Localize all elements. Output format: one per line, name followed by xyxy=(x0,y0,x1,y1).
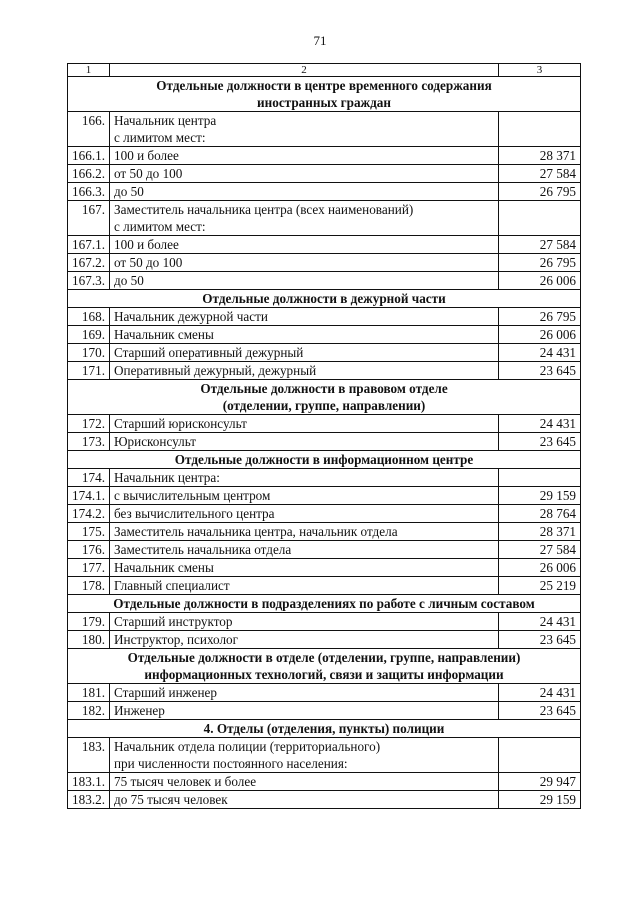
section-header-row xyxy=(68,380,581,415)
position-name xyxy=(110,631,499,649)
row-number: 172. xyxy=(68,415,110,433)
salary-value: 26 795 xyxy=(499,183,581,201)
table-row xyxy=(68,505,581,523)
salary-value: 29 159 xyxy=(499,487,581,505)
salary-value: 29 159 xyxy=(499,791,581,809)
salary-value: 23 645 xyxy=(499,433,581,451)
section-title xyxy=(68,77,581,112)
position-name xyxy=(110,613,499,631)
page-number: 71 xyxy=(313,33,327,48)
table-row xyxy=(68,415,581,433)
salary-value: 25 219 xyxy=(499,577,581,595)
table-row xyxy=(68,613,581,631)
row-number: 181. xyxy=(68,684,110,702)
table-row xyxy=(68,326,581,344)
row-number: 173. xyxy=(68,433,110,451)
position-name xyxy=(110,165,499,183)
section-title-line: иностранных граждан xyxy=(257,95,391,110)
table-row xyxy=(68,344,581,362)
section-title-line: Отдельные должности в отделе (отделении, группе, направлении) xyxy=(127,650,521,665)
row-number: 183.1. xyxy=(68,773,110,791)
position-name-line: до 50 xyxy=(114,184,144,199)
salary-value: 23 645 xyxy=(499,702,581,720)
column-header-number: 1 xyxy=(68,64,110,77)
position-name xyxy=(110,201,499,236)
section-title-line: Отдельные должности в центре временного содержания xyxy=(156,78,492,93)
position-name-line: Старший инженер xyxy=(114,685,217,700)
salary-value xyxy=(499,112,581,147)
row-number: 174.1. xyxy=(68,487,110,505)
position-name-line: с лимитом мест: xyxy=(114,219,206,234)
row-number: 167. xyxy=(68,201,110,236)
salary-value: 24 431 xyxy=(499,415,581,433)
section-title-line: Отдельные должности в подразделениях по работе с личным составом xyxy=(113,596,535,611)
table-row xyxy=(68,147,581,165)
row-number: 167.1. xyxy=(68,236,110,254)
table-row xyxy=(68,773,581,791)
table-row xyxy=(68,702,581,720)
salary-value: 26 795 xyxy=(499,254,581,272)
position-name-line: Начальник смены xyxy=(114,327,214,342)
section-header-row xyxy=(68,290,581,308)
salary-value: 27 584 xyxy=(499,236,581,254)
salary-value: 24 431 xyxy=(499,344,581,362)
table-row xyxy=(68,201,581,236)
salary-value: 27 584 xyxy=(499,541,581,559)
table-row xyxy=(68,738,581,773)
position-name-line: от 50 до 100 xyxy=(114,166,183,181)
salary-value: 28 371 xyxy=(499,523,581,541)
position-name xyxy=(110,236,499,254)
position-name xyxy=(110,738,499,773)
section-header-row xyxy=(68,649,581,684)
table-row xyxy=(68,559,581,577)
column-header-position: 2 xyxy=(110,64,499,77)
table-row xyxy=(68,362,581,380)
position-name xyxy=(110,541,499,559)
row-number: 169. xyxy=(68,326,110,344)
position-name-line: Начальник центра: xyxy=(114,470,220,485)
position-name-line: Юрисконсульт xyxy=(114,434,196,449)
position-name-line: Начальник смены xyxy=(114,560,214,575)
row-number: 167.2. xyxy=(68,254,110,272)
row-number: 170. xyxy=(68,344,110,362)
table-row xyxy=(68,631,581,649)
section-title-line: Отдельные должности в информационном центре xyxy=(174,452,474,467)
salary-value xyxy=(499,738,581,773)
row-number: 183.2. xyxy=(68,791,110,809)
section-title-line: 4. Отделы (отделения, пункты) полиции xyxy=(203,721,445,736)
salary-value: 26 006 xyxy=(499,559,581,577)
section-header-row xyxy=(68,720,581,738)
salary-table xyxy=(67,63,581,809)
position-name-line: Старший юрисконсульт xyxy=(114,416,247,431)
table-row xyxy=(68,112,581,147)
section-title-line: информационных технологий, связи и защиты информации xyxy=(144,667,504,682)
position-name xyxy=(110,112,499,147)
section-title xyxy=(68,649,581,684)
position-name xyxy=(110,791,499,809)
section-title-line: (отделении, группе, направлении) xyxy=(222,398,426,413)
salary-value: 28 371 xyxy=(499,147,581,165)
row-number: 168. xyxy=(68,308,110,326)
section-title-line: Отдельные должности в дежурной части xyxy=(202,291,446,306)
table-row xyxy=(68,433,581,451)
position-name-line: Начальник отдела полиции (территориального) xyxy=(114,739,381,754)
position-name xyxy=(110,272,499,290)
salary-value: 26 006 xyxy=(499,326,581,344)
position-name-line: при численности постоянного населения: xyxy=(114,756,348,771)
row-number: 174.2. xyxy=(68,505,110,523)
position-name xyxy=(110,183,499,201)
position-name-line: Начальник центра xyxy=(114,113,217,128)
salary-value: 27 584 xyxy=(499,165,581,183)
salary-value: 26 795 xyxy=(499,308,581,326)
table-row xyxy=(68,272,581,290)
position-name-line: до 50 xyxy=(114,273,144,288)
section-title xyxy=(68,380,581,415)
salary-value: 28 764 xyxy=(499,505,581,523)
position-name xyxy=(110,326,499,344)
table-row xyxy=(68,577,581,595)
row-number: 166.1. xyxy=(68,147,110,165)
salary-value: 24 431 xyxy=(499,613,581,631)
salary-value: 24 431 xyxy=(499,684,581,702)
position-name-line: без вычислительного центра xyxy=(114,506,275,521)
position-name xyxy=(110,487,499,505)
position-name-line: от 50 до 100 xyxy=(114,255,183,270)
position-name-line: Инструктор, психолог xyxy=(114,632,239,647)
position-name xyxy=(110,469,499,487)
position-name-line: Заместитель начальника центра, начальник отдела xyxy=(114,524,398,539)
section-title xyxy=(68,451,581,469)
position-name xyxy=(110,308,499,326)
section-title xyxy=(68,720,581,738)
row-number: 166.3. xyxy=(68,183,110,201)
table-row xyxy=(68,236,581,254)
row-number: 182. xyxy=(68,702,110,720)
section-header-row xyxy=(68,451,581,469)
position-name-line: Заместитель начальника центра (всех наименований) xyxy=(114,202,414,217)
table-row xyxy=(68,541,581,559)
position-name xyxy=(110,362,499,380)
row-number: 179. xyxy=(68,613,110,631)
row-number: 178. xyxy=(68,577,110,595)
row-number: 171. xyxy=(68,362,110,380)
section-title xyxy=(68,595,581,613)
position-name xyxy=(110,702,499,720)
table-row xyxy=(68,684,581,702)
row-number: 180. xyxy=(68,631,110,649)
position-name-line: Инженер xyxy=(114,703,165,718)
table-row xyxy=(68,254,581,272)
section-title xyxy=(68,290,581,308)
column-header-salary: 3 xyxy=(499,64,581,77)
salary-value: 26 006 xyxy=(499,272,581,290)
section-title-line: Отдельные должности в правовом отделе xyxy=(200,381,448,396)
position-name xyxy=(110,773,499,791)
salary-value: 29 947 xyxy=(499,773,581,791)
row-number: 183. xyxy=(68,738,110,773)
salary-value xyxy=(499,469,581,487)
position-name xyxy=(110,415,499,433)
row-number: 167.3. xyxy=(68,272,110,290)
section-header-row xyxy=(68,77,581,112)
position-name xyxy=(110,505,499,523)
table-row xyxy=(68,523,581,541)
position-name xyxy=(110,344,499,362)
row-number: 176. xyxy=(68,541,110,559)
position-name-line: Старший оперативный дежурный xyxy=(114,345,304,360)
position-name-line: с вычислительным центром xyxy=(114,488,271,503)
row-number: 166.2. xyxy=(68,165,110,183)
table-row xyxy=(68,469,581,487)
section-header-row xyxy=(68,595,581,613)
row-number: 177. xyxy=(68,559,110,577)
position-name-line: 100 и более xyxy=(114,148,179,163)
position-name-line: Начальник дежурной части xyxy=(114,309,268,324)
position-name xyxy=(110,254,499,272)
table-row xyxy=(68,487,581,505)
table-header-row xyxy=(68,64,581,77)
position-name xyxy=(110,577,499,595)
position-name-line: с лимитом мест: xyxy=(114,130,206,145)
position-name xyxy=(110,523,499,541)
salary-value xyxy=(499,201,581,236)
position-name-line: 75 тысяч человек и более xyxy=(114,774,257,789)
row-number: 174. xyxy=(68,469,110,487)
table-row xyxy=(68,183,581,201)
position-name-line: Главный специалист xyxy=(114,578,230,593)
row-number: 166. xyxy=(68,112,110,147)
position-name-line: Заместитель начальника отдела xyxy=(114,542,292,557)
position-name xyxy=(110,684,499,702)
table-row xyxy=(68,308,581,326)
position-name-line: Старший инструктор xyxy=(114,614,233,629)
table-row xyxy=(68,165,581,183)
salary-value: 23 645 xyxy=(499,362,581,380)
position-name xyxy=(110,559,499,577)
position-name-line: Оперативный дежурный, дежурный xyxy=(114,363,317,378)
salary-value: 23 645 xyxy=(499,631,581,649)
position-name-line: 100 и более xyxy=(114,237,179,252)
position-name xyxy=(110,147,499,165)
table-row xyxy=(68,791,581,809)
row-number: 175. xyxy=(68,523,110,541)
position-name xyxy=(110,433,499,451)
position-name-line: до 75 тысяч человек xyxy=(114,792,228,807)
